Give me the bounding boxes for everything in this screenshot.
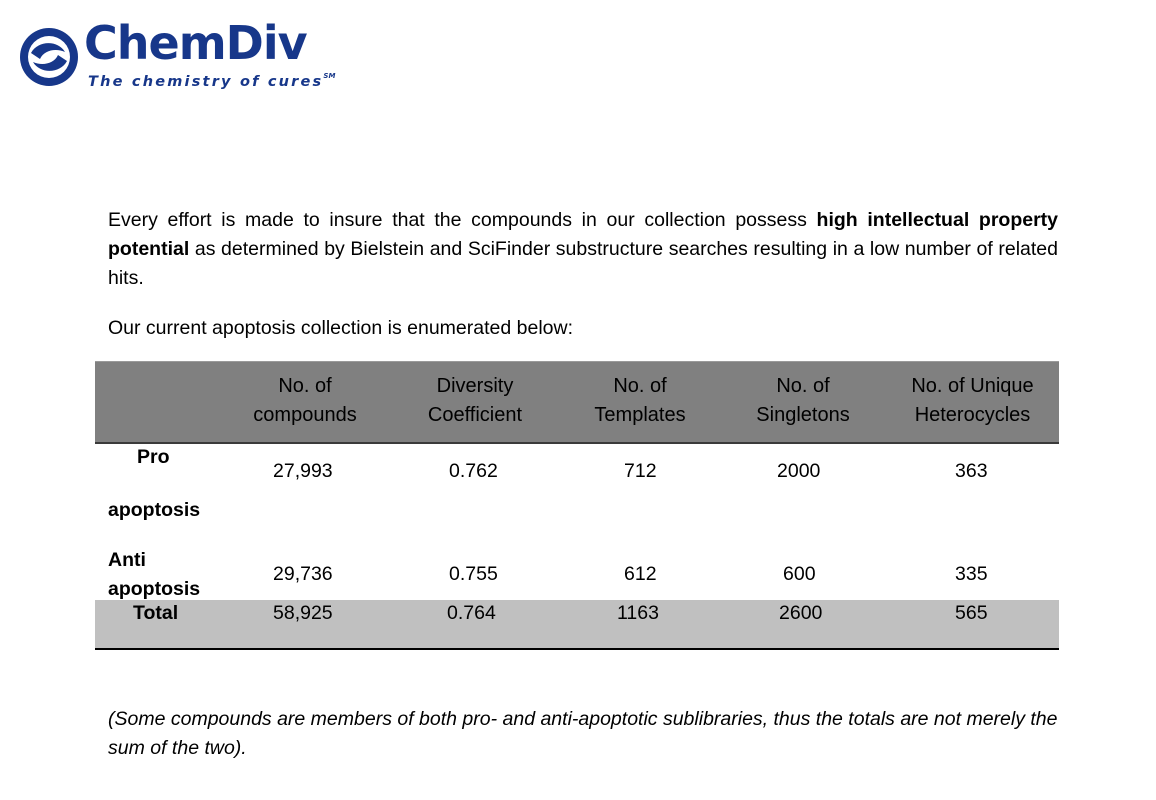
header-singletons: No. of Singletons xyxy=(756,375,850,426)
anti-compounds: 29,736 xyxy=(273,563,333,585)
header-templates: No. of Templates xyxy=(594,375,686,426)
total-diversity: 0.764 xyxy=(447,602,496,624)
anti-singletons: 600 xyxy=(783,563,816,585)
total-heterocycles: 565 xyxy=(955,602,988,624)
lead-sentence: Our current apoptosis collection is enumerated below: xyxy=(108,317,573,339)
pro-heterocycles: 363 xyxy=(955,460,988,482)
pro-templates: 712 xyxy=(624,460,657,482)
pro-diversity: 0.762 xyxy=(449,460,498,482)
anti-diversity: 0.755 xyxy=(449,563,498,585)
pro-singletons: 2000 xyxy=(777,460,821,482)
row-label-anti-line1: Anti xyxy=(108,549,146,571)
pro-compounds: 27,993 xyxy=(273,460,333,482)
anti-templates: 612 xyxy=(624,563,657,585)
anti-heterocycles: 335 xyxy=(955,563,988,585)
row-label-pro-line2: apoptosis xyxy=(108,499,201,521)
service-mark: SM xyxy=(323,72,336,80)
total-compounds: 58,925 xyxy=(273,602,333,624)
chemdiv-swirl-logo-icon xyxy=(18,26,80,88)
intro-paragraph: Every effort is made to insure that the compounds in our collection possess high intellectual property potential as determined by Bielstein and SciFinder substructure searches resulting in a low number of related hits. xyxy=(108,209,1058,289)
intro-emphasis: high intellectual property potential xyxy=(108,209,1058,260)
header-compounds: No. of compounds xyxy=(253,375,357,426)
apoptosis-collection-table xyxy=(95,361,1059,651)
header-diversity-coefficient: Diversity Coefficient xyxy=(427,375,523,426)
chemdiv-logo xyxy=(18,16,336,96)
total-templates: 1163 xyxy=(617,602,659,624)
header-unique-heterocycles: No. of Unique Heterocycles xyxy=(911,375,1034,426)
total-singletons: 2600 xyxy=(779,602,823,624)
brand-name: ChemDiv xyxy=(84,16,307,70)
row-label-total: Total xyxy=(133,602,179,624)
footnote: (Some compounds are members of both pro- and anti-apoptotic sublibraries, thus the totals are not merely the sum of the two). xyxy=(108,708,1058,759)
brand-tagline: The chemistry of cures℠ xyxy=(88,72,336,90)
row-label-pro-line1: Pro xyxy=(137,446,170,468)
table-total-row xyxy=(95,600,1059,650)
row-label-anti-line2: apoptosis xyxy=(108,578,201,600)
